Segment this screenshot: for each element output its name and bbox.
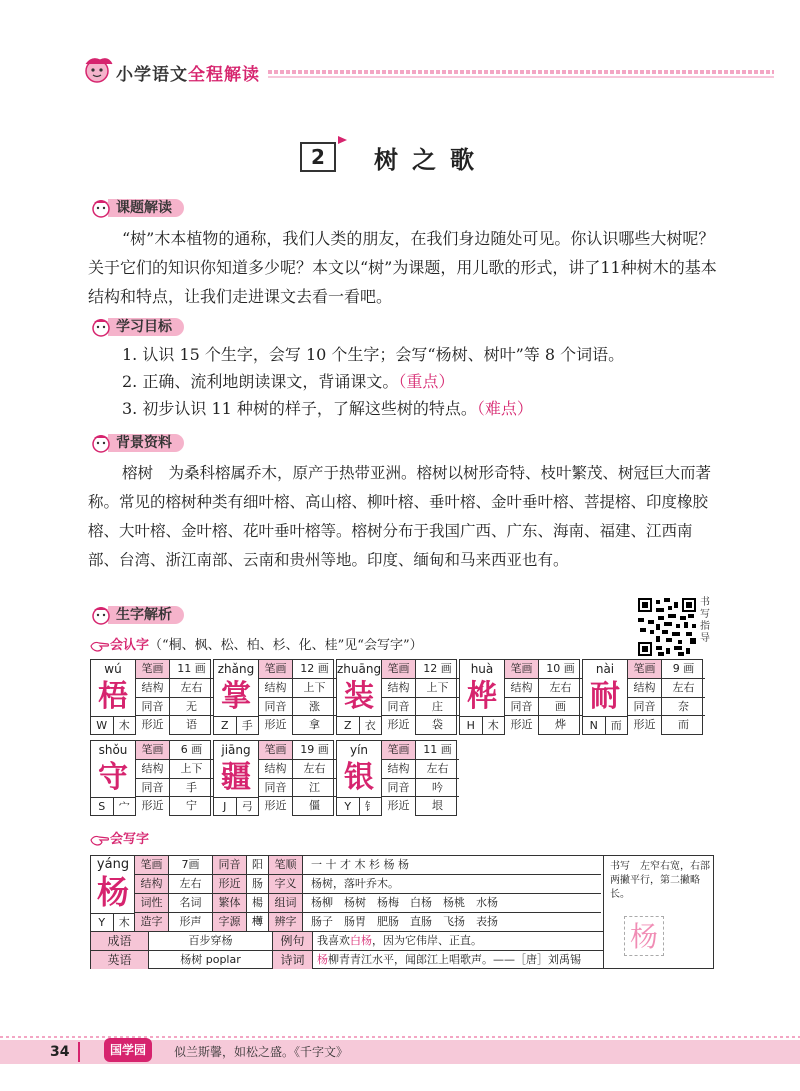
char-card: [582, 659, 703, 735]
card-row: [259, 779, 336, 798]
card-row: [505, 698, 582, 717]
goal-text: 1. 认识 15 个生字，会写 10 个生字；会写“杨树、树叶”等 8 个词语。: [122, 345, 625, 364]
card-grid: [135, 660, 213, 735]
val-idiom: 百步穿杨: [149, 932, 273, 950]
card-value: 而: [678, 718, 689, 732]
val-strokes: 7画: [169, 856, 213, 874]
key-meaning: 字义: [269, 875, 303, 893]
card-grid: [381, 660, 459, 735]
series-title-pre: 小学语文: [116, 65, 188, 85]
index-letter: H: [460, 717, 483, 735]
lesson-title: [300, 140, 520, 174]
char-radical: [91, 716, 135, 735]
index-letter: Z: [337, 717, 360, 735]
card-key: 同音: [136, 779, 170, 797]
footer-separator: [78, 1042, 80, 1062]
card-row: [382, 716, 459, 735]
card-key: 结构: [136, 760, 170, 778]
goal-tag: （难点）: [476, 399, 533, 418]
card-key: 同音: [259, 698, 293, 716]
writing-sample-char: 杨: [624, 916, 664, 956]
card-key: 形近: [259, 716, 293, 735]
card-grid: [381, 741, 459, 816]
card-key: 结构: [136, 679, 170, 697]
topic-paragraph: “树”木本植物的通称，我们人类的朋友，在我们身边随处可见。你认识哪些大树呢？关于它们的知识你知道多少呢？本文以“树”为课题，用儿歌的形式，讲了11种树木的基本结构和特点，让我们走进课文去看一看吧。: [88, 229, 717, 306]
writing-note-text: 书写 左窄右宽，右部两撇平行，第二撇略长。: [610, 861, 710, 900]
card-value: 上下: [426, 680, 449, 694]
val-trad: 楊: [247, 894, 269, 912]
card-row: [505, 716, 582, 735]
char-pinyin: shǒu: [98, 743, 128, 757]
card-key: 结构: [628, 679, 662, 697]
char-radical: [214, 797, 258, 816]
char-radical: [337, 716, 381, 735]
card-value: 语: [186, 718, 197, 732]
recognize-list: （“桐、枫、松、柏、杉、化、桂”见“会写字”）: [149, 638, 423, 653]
card-row: [628, 679, 705, 698]
write-row-3: [135, 894, 601, 913]
char-card: [90, 659, 211, 735]
card-row: [136, 698, 213, 717]
example-post: ，因为它伟岸、正直。: [372, 934, 482, 947]
char-glyph: 装: [344, 679, 374, 714]
page-number: 34: [50, 1044, 70, 1060]
mascot-logo-icon: [82, 56, 116, 84]
mascot-icon: [90, 316, 112, 338]
char-glyph: 桦: [467, 679, 497, 714]
footer-badge: 国学园: [104, 1038, 152, 1062]
val-meaning: 杨树，落叶乔木。: [311, 877, 399, 890]
write-heading: [90, 828, 149, 847]
card-row: [259, 660, 336, 679]
radical: 木: [487, 719, 499, 732]
val-homophone: 阳: [247, 856, 269, 874]
char-radical: [583, 716, 627, 735]
card-value: 10 画: [546, 662, 575, 675]
char-card: [459, 659, 580, 735]
key-strokes: 笔画: [135, 856, 169, 874]
section-label: 背景资料: [108, 434, 184, 452]
val-source: 𣝍: [247, 913, 269, 931]
page-header: [0, 48, 800, 88]
series-title-highlight: 全程解读: [188, 65, 260, 85]
char-radical: [91, 913, 135, 932]
card-value: 画: [555, 699, 566, 713]
lesson-name: 树之歌: [374, 145, 488, 174]
card-row: [382, 741, 459, 760]
lesson-number: 2: [300, 142, 336, 172]
mascot-icon: [90, 604, 112, 626]
card-value: 左右: [426, 761, 449, 775]
val-group: 杨柳 杨树 杨梅 白杨 杨桃 水杨: [311, 896, 498, 909]
goal-item: [122, 343, 624, 367]
write-table: [90, 855, 714, 969]
card-row: [136, 716, 213, 735]
char-pinyin: huà: [470, 662, 494, 676]
val-pos: 名词: [169, 894, 213, 912]
card-value: 左右: [303, 761, 326, 775]
key-similar: 形近: [213, 875, 247, 893]
card-row: [136, 660, 213, 679]
goal-text: 2. 正确、流利地朗读课文，背诵课文。: [122, 372, 399, 391]
card-row: [259, 741, 336, 760]
key-structure: 结构: [135, 875, 169, 893]
key-idiom: 成语: [91, 932, 149, 950]
val-distinguish: 肠子 肠胃 肥肠 直肠 飞扬 表扬: [311, 915, 498, 928]
card-value: 无: [186, 699, 197, 713]
card-row: [382, 797, 459, 816]
card-row: [382, 679, 459, 698]
char-pinyin: nài: [595, 662, 615, 676]
card-value: 烨: [555, 718, 566, 732]
char-glyph: 银: [344, 760, 374, 795]
card-row: [505, 679, 582, 698]
card-row: [259, 760, 336, 779]
key-order: 笔顺: [269, 856, 303, 874]
card-value: 19 画: [300, 743, 329, 756]
card-grid: [258, 660, 336, 735]
poem-text: 柳青青江水平，闻郎江上唱歌声。——［唐］刘禹锡: [328, 953, 581, 966]
card-key: 结构: [259, 679, 293, 697]
card-row: [259, 716, 336, 735]
char-pinyin: wú: [104, 662, 122, 676]
card-key: 形近: [382, 716, 416, 735]
radical: 宀: [118, 800, 130, 813]
mascot-icon: [90, 432, 112, 454]
card-value: 上下: [303, 680, 326, 694]
card-value: 庄: [432, 699, 443, 713]
card-key: 结构: [382, 760, 416, 778]
card-row: [382, 698, 459, 717]
char-glyph: 守: [98, 760, 128, 795]
card-grid: [627, 660, 705, 735]
card-row: [382, 760, 459, 779]
card-key: 笔画: [505, 660, 539, 678]
val-poem: [313, 951, 602, 969]
series-title: [116, 60, 260, 85]
char-radical: [214, 716, 258, 735]
val-formation: 形声: [169, 913, 213, 931]
card-row: [505, 660, 582, 679]
poem-highlight: 杨: [317, 953, 328, 966]
card-row: [382, 660, 459, 679]
char-card: [213, 659, 334, 735]
qr-caption: 书写指导: [700, 597, 710, 644]
card-value: 左右: [672, 680, 695, 694]
example-pre: 我喜欢: [317, 934, 350, 947]
index-letter: Z: [214, 717, 237, 735]
goal-item: [122, 370, 454, 394]
card-key: 笔画: [259, 660, 293, 678]
radical: 弓: [241, 800, 253, 813]
example-highlight: 白杨: [350, 934, 372, 947]
key-trad: 繁体: [213, 894, 247, 912]
key-source: 字源: [213, 913, 247, 931]
card-grid: [504, 660, 582, 735]
index-letter: J: [214, 798, 237, 816]
key-group: 组词: [269, 894, 303, 912]
card-row: [628, 660, 705, 679]
header-divider: [268, 70, 774, 74]
char-glyph: 掌: [221, 679, 251, 714]
val-order: 一 十 才 木 杉 杨 杨: [311, 858, 409, 871]
card-key: 笔画: [259, 741, 293, 759]
card-grid: [258, 741, 336, 816]
card-row: [136, 760, 213, 779]
key-formation: 造字: [135, 913, 169, 931]
card-key: 笔画: [136, 660, 170, 678]
card-key: 同音: [382, 698, 416, 716]
card-value: 11 画: [423, 743, 452, 756]
card-key: 笔画: [136, 741, 170, 759]
qr-code-icon[interactable]: [638, 598, 696, 656]
index-letter: S: [91, 798, 114, 816]
val-english: 杨树 poplar: [149, 951, 273, 969]
writing-note: [603, 856, 714, 968]
card-key: 同音: [259, 779, 293, 797]
pointing-hand-icon: [90, 639, 110, 653]
char-card: [90, 740, 211, 816]
write-label: 会写字: [110, 832, 150, 847]
mascot-icon: [90, 197, 112, 219]
char-radical: [337, 797, 381, 816]
card-value: 左右: [180, 680, 203, 694]
card-grid: [135, 741, 213, 816]
card-value: 左右: [549, 680, 572, 694]
card-value: 宁: [186, 799, 197, 813]
card-row: [259, 679, 336, 698]
char-radical: [91, 797, 135, 816]
card-row: [136, 779, 213, 798]
card-key: 同音: [136, 698, 170, 716]
index-letter: W: [91, 717, 114, 735]
char-glyph: 梧: [98, 679, 128, 714]
goal-tag: （重点）: [398, 372, 455, 391]
recognize-label: 会认字: [110, 638, 150, 653]
char-pinyin: yáng: [96, 857, 130, 872]
footer-quote: 似兰斯馨，如松之盛。《千字文》: [174, 1045, 349, 1059]
char-card: [336, 659, 457, 735]
key-poem: 诗词: [273, 951, 313, 969]
key-english: 英语: [91, 951, 149, 969]
radical: 木: [118, 719, 130, 732]
write-char-cell: [91, 856, 135, 932]
card-key: 形近: [259, 797, 293, 816]
section-label: 课题解读: [108, 199, 184, 217]
card-key: 笔画: [628, 660, 662, 678]
radical: 木: [118, 916, 130, 929]
header-divider-line: [268, 76, 774, 78]
char-card: [336, 740, 457, 816]
card-row: [259, 698, 336, 717]
char-pinyin: zhǎng: [217, 662, 255, 676]
char-pinyin: yín: [349, 743, 369, 757]
card-value: 奈: [678, 699, 689, 713]
card-key: 笔画: [382, 741, 416, 759]
card-key: 形近: [136, 716, 170, 735]
card-key: 同音: [628, 698, 662, 716]
card-row: [382, 779, 459, 798]
goal-item: [122, 397, 533, 421]
card-value: 江: [309, 780, 320, 794]
key-distinguish: 辨字: [269, 913, 303, 931]
key-pos: 词性: [135, 894, 169, 912]
section-label: 学习目标: [108, 318, 184, 336]
card-value: 12 画: [423, 662, 452, 675]
char-glyph: 杨: [96, 873, 129, 911]
char-pinyin: jiāng: [221, 743, 251, 757]
card-row: [628, 716, 705, 735]
card-value: 僵: [309, 799, 320, 813]
card-row: [628, 698, 705, 717]
index-letter: N: [583, 717, 606, 735]
radical: 钅: [364, 800, 376, 813]
card-key: 结构: [382, 679, 416, 697]
card-key: 结构: [505, 679, 539, 697]
index-letter: Y: [91, 914, 114, 932]
goal-text: 3. 初步认识 11 种树的样子，了解这些树的特点。: [122, 399, 477, 418]
write-row-idiom: [91, 931, 603, 950]
card-value: 袋: [432, 718, 443, 732]
write-row-4: [135, 913, 601, 932]
recognize-heading: [90, 634, 423, 653]
background-paragraph: 榕树 为桑科榕属乔木，原产于热带亚洲。榕树以树形奇特、枝叶繁茂、树冠巨大而著称。常见的榕树种类有细叶榕、高山榕、柳叶榕、垂叶榕、金叶垂叶榕、菩提榕、印度橡胶榕、大叶榕、金叶榕、花叶垂叶榕等。榕树分布于我国广西、广东、海南、福建、江西南部、台湾、浙江南部、云南和贵州等地。印度、缅甸和马来西亚也有。: [88, 464, 712, 569]
write-row-english: [91, 950, 603, 969]
val-structure: 左右: [169, 875, 213, 893]
card-key: 同音: [382, 779, 416, 797]
card-value: 上下: [180, 761, 203, 775]
card-value: 9 画: [672, 662, 695, 675]
radical: 衣: [364, 719, 376, 732]
card-value: 手: [186, 780, 197, 794]
char-glyph: 耐: [590, 679, 620, 714]
card-key: 形近: [628, 716, 662, 735]
card-key: 笔画: [382, 660, 416, 678]
card-value: 拿: [309, 718, 320, 732]
card-key: 结构: [259, 760, 293, 778]
char-card: [213, 740, 334, 816]
char-pinyin: zhuāng: [337, 662, 382, 676]
card-key: 形近: [136, 797, 170, 816]
card-value: 12 画: [300, 662, 329, 675]
card-row: [136, 797, 213, 816]
card-value: 11 画: [177, 662, 206, 675]
pointing-hand-icon: [90, 833, 110, 847]
card-value: 6 画: [180, 743, 203, 756]
key-example: 例句: [273, 932, 313, 950]
card-value: 吟: [432, 780, 443, 794]
card-value: 涨: [309, 699, 320, 713]
page-footer: [0, 1036, 800, 1066]
char-radical: [460, 716, 504, 735]
card-row: [136, 741, 213, 760]
key-homophone: 同音: [213, 856, 247, 874]
val-example: [313, 932, 602, 950]
char-glyph: 疆: [221, 760, 251, 795]
val-similar: 肠: [247, 875, 269, 893]
card-row: [259, 797, 336, 816]
radical: 而: [610, 719, 622, 732]
card-value: 垠: [432, 799, 443, 813]
card-key: 同音: [505, 698, 539, 716]
write-row-2: [135, 875, 601, 894]
flag-icon: [336, 136, 348, 150]
card-key: 形近: [505, 716, 539, 735]
index-letter: Y: [337, 798, 360, 816]
card-row: [136, 679, 213, 698]
radical: 手: [241, 719, 253, 732]
write-row-1: [135, 856, 601, 875]
section-label: 生字解析: [108, 606, 184, 624]
card-key: 形近: [382, 797, 416, 816]
